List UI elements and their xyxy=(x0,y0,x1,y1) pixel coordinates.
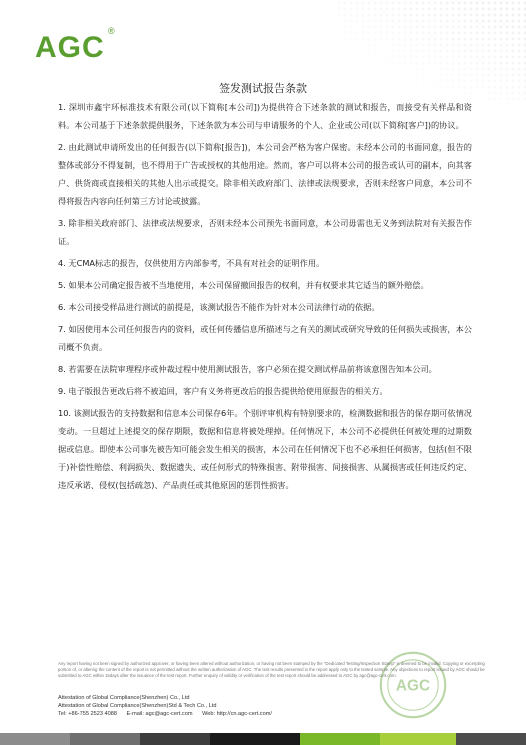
company-name-1: Attestation of Global Compliance(Shenzhen) Co., Ltd xyxy=(58,695,190,701)
color-bar-segment xyxy=(300,733,380,745)
terms-clause: 7. 如因使用本公司任何报告内的资料，或任何传播信息所描述与之有关的测试或研究导致的任何损失或损害，本公司概不负责。 xyxy=(58,324,472,352)
footer-disclaimer: Any report having not been signed by authorized approver, or having been altered without authorization, or having not been stamped by the "Dedicated Testing/Inspection Stamp" is deemed to be invalid. Copying or excerpting portion of, or altering the content of the report is not permitted without the written authorization of AGC. The test results presented in the report apply only to the tested sample. Any objections to report issued by AGC should be submitted to AGC within 15days after the issuance of the test report. Further enquiry of validity or verification of the test report should be addressed to AGC by agc@agc-cert.com. xyxy=(58,661,485,678)
color-bar-segment xyxy=(210,733,300,745)
color-bar-segment xyxy=(0,733,70,745)
logo-text: AGC xyxy=(35,31,105,64)
company-name-2: Attestation of Global Compliance(Shenzhen)Std & Tech Co., Ltd xyxy=(58,703,217,709)
page-title: 签发测试报告条款 xyxy=(219,82,307,95)
web-text[interactable]: Web: http://cn.agc-cert.com/ xyxy=(202,711,272,717)
color-bar-segment xyxy=(380,733,456,745)
color-bar-segment xyxy=(70,733,140,745)
color-bar-segment xyxy=(456,733,526,745)
stamp-text: AGC xyxy=(395,677,431,695)
footer-color-bar xyxy=(0,733,526,745)
terms-clause: 5. 如果本公司确定报告被不当地使用，本公司保留撤回报告的权利，并有权要求其它适当的额外赔偿。 xyxy=(58,280,429,290)
terms-clause: 6. 本公司接受样品进行测试的前提是，该测试报告不能作为针对本公司法律行动的依据。 xyxy=(58,302,380,312)
email-text[interactable]: E-mail: agc@agc-cert.com xyxy=(126,711,193,717)
contact-line xyxy=(58,710,478,718)
terms-clause: 2. 由此测试申请所发出的任何报告(以下简称[报告])，本公司会严格为客户保密。未经本公司的书面同意，报告的整体或部分不得复制，也不得用于广告或授权的其他用途。然而，客户可以将本公司的报告或认可的副本，向其客户、供货商或直接相关的其他人出示或提交。除非相关政府部门、法律或法规要求，否则未经客户同意，本公司不得将报告内容向任何第三方讨论或披露。 xyxy=(58,142,472,206)
terms-clause: 8. 若需要在法院审理程序或仲裁过程中使用测试报告，客户必须在提交测试样品前将该意图告知本公司。 xyxy=(58,364,437,374)
terms-list xyxy=(58,98,472,494)
terms-clause: 3. 除非相关政府部门、法律或法规要求，否则未经本公司预先书面同意，本公司毋需也无义务到法院对有关报告作证。 xyxy=(58,218,472,246)
agc-logo xyxy=(35,26,115,68)
tel-text: Tel: +86-755 2523 4088 xyxy=(58,711,117,717)
footer-contacts xyxy=(58,694,478,718)
registered-mark: ® xyxy=(108,26,115,36)
terms-clause: 9. 电子版报告更改后将不被追回，客户有义务将更改后的报告提供给使用原报告的相关方。 xyxy=(58,386,388,396)
color-bar-segment xyxy=(140,733,210,745)
terms-clause: 4. 无CMA标志的报告，仅供使用方内部参考，不具有对社会的证明作用。 xyxy=(58,258,325,268)
terms-clause: 10. 该测试报告的支持数据和信息本公司保存6年。个别评审机构有特别要求的，检测数据和报告的保存期可依情况变动。一旦超过上述提交的保存期限，数据和信息将被处理掉。任何情况下，本公司不必提供任何被处理的过期数据或信息。即使本公司事先被告知可能会发生相关的损害，本公司在任何情况下也不必承担任何损害，包括(但不限于)补偿性赔偿、利润损失、数据遗失、或任何形式的特殊损害、附带损害、间接损害、从属损害或任何违反约定、违反承诺、侵权(包括疏忽)、产品责任或其他原因的惩罚性损害。 xyxy=(58,408,472,490)
terms-clause: 1. 深圳市鑫宇环标准技术有限公司(以下简称[本公司])为提供符合下述条款的测试和报告，而接受有关样品和资料。本公司基于下述条款提供服务，下述条款为本公司与申请服务的个人、企业或公司(以下简称[客户])的协议。 xyxy=(58,102,472,130)
